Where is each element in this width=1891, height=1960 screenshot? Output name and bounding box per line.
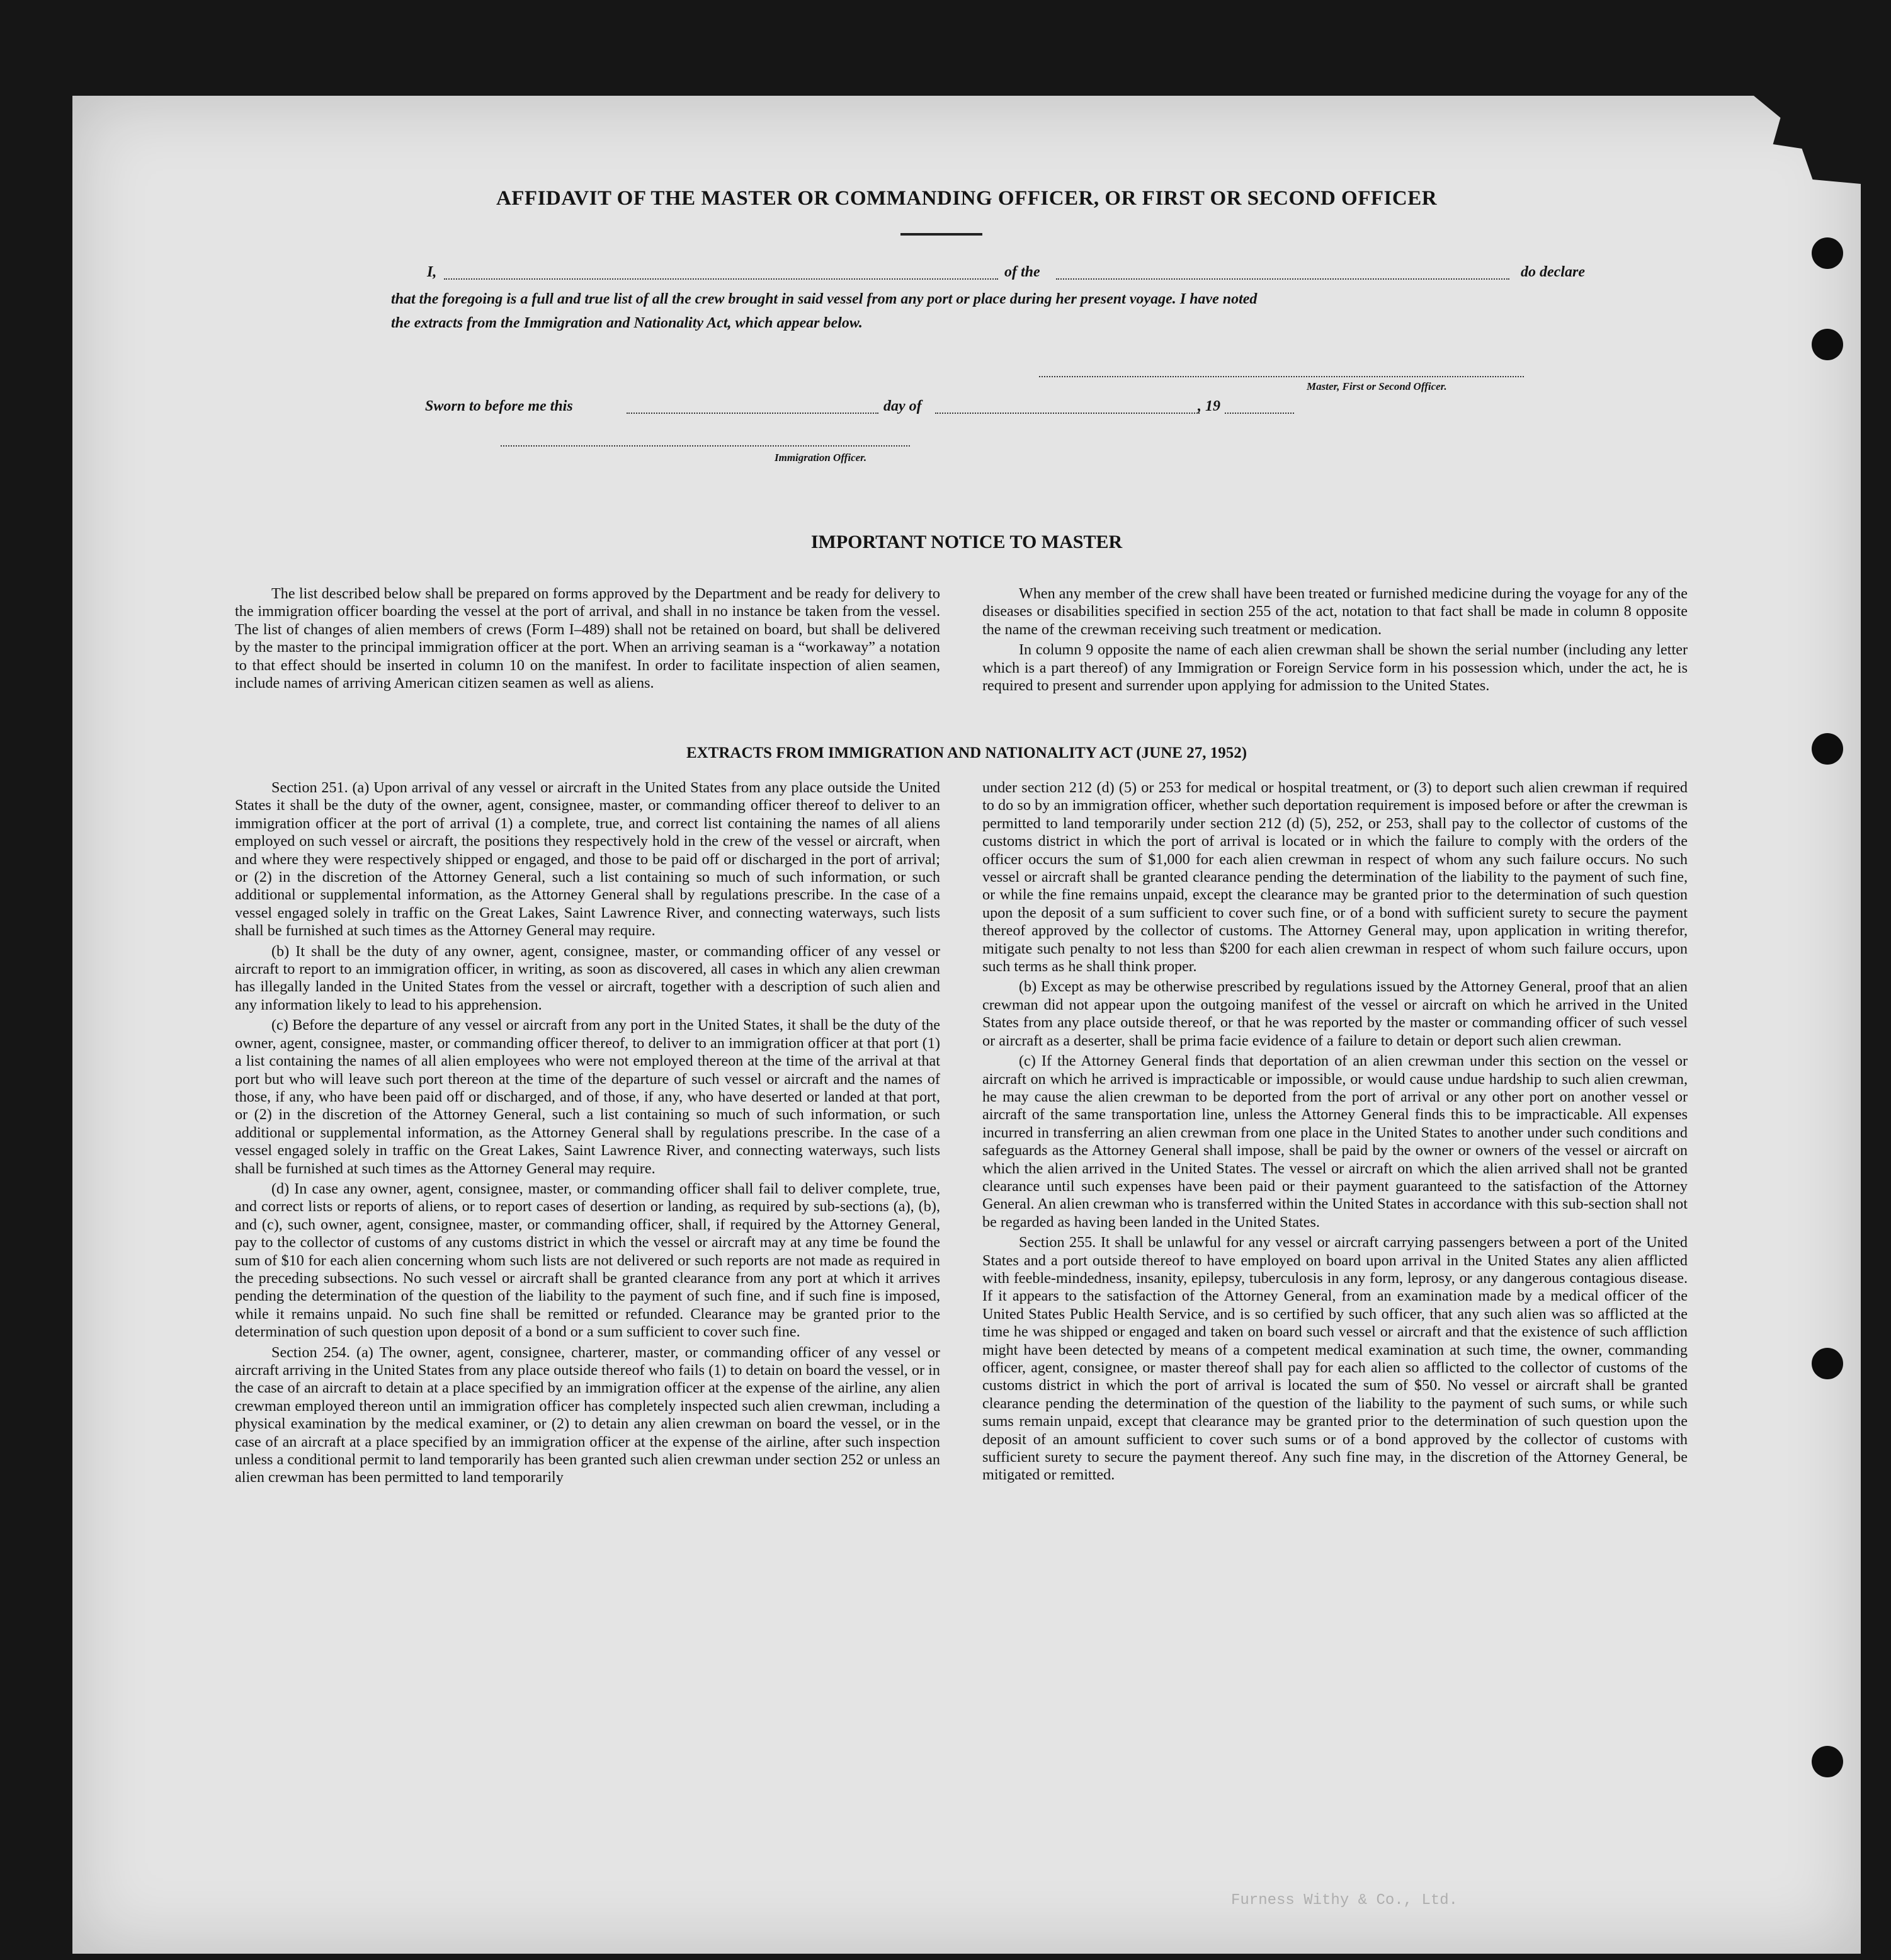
section-254-a: Section 254. (a) The owner, agent, consignee, charterer, master, or commanding officer of any vessel or aircraft arriving in the United States from any place outside thereof who fails (1) to detain on board the vessel, or in the case of an aircraft to detain at a place specified by an immigration officer at the expense of the airline, any alien crewman employed thereon until an immigration officer has completely inspected such alien crewman, including a physical examination by the medical examiner, or (2) to detain any alien crewman on board the vessel, or in the case of an aircraft at a place specified by an immigration officer at the expense of the airline, after such inspection unless a conditional permit to land temporarily has been granted such alien crewman under section 252 or unless an alien crewman has been permitted to land temporarily	[235, 1343, 940, 1486]
sworn-month-field[interactable]	[935, 413, 1200, 414]
statement-line-2: the extracts from the Immigration and Nationality Act, which appear below.	[391, 315, 863, 331]
vessel-field[interactable]	[1056, 278, 1509, 280]
officer-caption: Immigration Officer.	[775, 452, 867, 464]
notice-right-column	[982, 585, 1688, 697]
section-251-b: (b) It shall be the duty of any owner, agent, consignee, master, or commanding officer of any vessel or aircraft to report to an immigration officer, in writing, as soon as discovered, all cases in which any alien crewman has illegally landed in the United States from the vessel or aircraft, together with a description of such alien and any information likely to lead to his apprehension.	[235, 942, 940, 1013]
punch-hole	[1812, 1746, 1843, 1777]
sworn-day-field[interactable]	[627, 413, 878, 414]
master-caption: Master, First or Second Officer.	[1307, 380, 1447, 392]
section-254-c: (c) If the Attorney General finds that deportation of an alien crewman under this section on the vessel or aircraft on which he arrived is impracticable or impossible, or would cause undue hardship to such alien crewman, he may cause the alien crewman to be deported from the port of arrival or any other port on another vessel or aircraft of the same transportation line, unless the Attorney General finds this to be impracticable. All expenses incurred in transferring an alien crewman from one place in the United States to another under such conditions and safeguards as the Attorney General shall impose, shall be paid by the owner or owners of the vessel or aircraft on which the alien arrived in the United States. The vessel or aircraft on which the alien arrived shall not be granted clearance until such expenses have been paid or their payment guaranteed to the satisfaction of the Attorney General. An alien crewman who is transferred within the United States in accordance with this sub-section shall not be regarded as having been landed in the United States.	[982, 1052, 1688, 1231]
punch-hole	[1812, 1348, 1843, 1379]
name-field[interactable]	[444, 278, 998, 280]
declare-label: do declare	[1521, 264, 1585, 280]
of-the-label: of the	[1004, 264, 1040, 280]
section-251-a: Section 251. (a) Upon arrival of any vessel or aircraft in the United States from any place outside the United States it shall be the duty of the owner, agent, consignee, master, or commanding officer thereof to deliver to an immigration officer at the port of arrival (1) a complete, true, and correct list containing the names of all aliens employed on such vessel or aircraft, the positions they respectively hold in the crew of the vessel or aircraft, when and where they were respectively shipped or engaged, and those to be paid off or discharged in the port of arrival; or (2) in the discretion of the Attorney General, such a list containing so much of such information, or such additional or supplemental information, as the Attorney General shall by regulations prescribe. In the case of a vessel engaged solely in traffic on the Great Lakes, Saint Lawrence River, and connecting waterways, such lists shall be furnished at such times as the Attorney General may require.	[235, 779, 940, 940]
punch-hole	[1812, 329, 1843, 360]
affidavit-title: AFFIDAVIT OF THE MASTER OR COMMANDING OFFICER, OR FIRST OR SECOND OFFICER	[496, 187, 1438, 210]
sworn-year-field[interactable]	[1225, 413, 1294, 414]
notice-right-paragraph-1: When any member of the crew shall have been treated or furnished medicine during the voyage for any of the diseases or disabilities specified in section 255 of the act, notation to that fact shall be made in column 8 opposite the name of the crewman receiving such treatment or medication.	[982, 585, 1688, 638]
title-divider	[900, 233, 982, 236]
sworn-label: Sworn to before me this	[425, 398, 573, 414]
bleed-through-text: Furness Withy & Co., Ltd.	[1231, 1892, 1458, 1909]
officer-signature-field[interactable]	[501, 445, 910, 447]
punch-hole	[1812, 237, 1843, 269]
extracts-right-column	[982, 779, 1688, 1487]
master-signature-field[interactable]	[1039, 376, 1524, 377]
section-254-a-continued: under section 212 (d) (5) or 253 for medical or hospital treatment, or (3) to deport such alien crewman if required to do so by an immigration officer, whether such deportation requirement is imposed before or after the crewman is permitted to land temporarily under section 212 (d) (5), 252, or 253, shall pay to the collector of customs of the customs district in which the port of arrival is located or in which the failure to comply with the orders of the officer occurs the sum of $1,000 for each alien crewman in respect of whom any such failure occurs. No such vessel or aircraft shall be granted clearance pending the determination of the liability to the payment of such fine, or while the fine remains unpaid, except the clearance may be granted prior to the determination of such question upon the deposit of a sum sufficient to cover such fine, or of a bond with sufficient surety to secure the payment thereof approved by the collector of customs. The Attorney General may, upon application in writing therefor, mitigate such penalty to not less than $200 for each alien crewman in respect of whom such failure occurs, upon such terms as he shall think proper.	[982, 779, 1688, 976]
notice-right-paragraph-2: In column 9 opposite the name of each alien crewman shall be shown the serial number (including any letter which is a part thereof) of any Immigration or Foreign Service form in his possession which, under the act, he is required to present and surrender upon applying for admission to the United States.	[982, 641, 1688, 695]
notice-left-paragraph: The list described below shall be prepared on forms approved by the Department and be ready for delivery to the immigration officer boarding the vessel at the port of arrival, and shall in no instance be taken from the vessel. The list of changes of alien members of crews (Form I–489) shall not be retained on board, but shall be delivered by the master to the principal immigration officer at the port. When an arriving seaman is a “workaway” a notation to that effect should be inserted in column 10 on the manifest. In order to facilitate inspection of alien seamen, include names of arriving American citizen seamen as well as aliens.	[235, 585, 940, 692]
section-251-d: (d) In case any owner, agent, consignee, master, or commanding officer shall fail to deliver complete, true, and correct lists or reports of aliens, or to report cases of desertion or landing, as required by sub-sections (a), (b), and (c), such owner, agent, consignee, master, or commanding officer, shall, if required by the Attorney General, pay to the collector of customs of any customs district in which the vessel or aircraft may at any time be found the sum of $10 for each alien concerning whom such lists are not delivered or such reports are not made as required in the preceding subsections. No such vessel or aircraft shall be granted clearance from any port at which it arrives pending the determination of the question of the liability to the payment of such fine, and if such fine is imposed, while it remains unpaid. No such fine shall be remitted or refunded. Clearance may be granted prior to the determination of such question upon deposit of a bond or a sum sufficient to cover such fine.	[235, 1180, 940, 1341]
statement-line-1: that the foregoing is a full and true list of all the crew brought in said vessel from any port or place during her present voyage. I have noted	[391, 291, 1258, 307]
section-255: Section 255. It shall be unlawful for any vessel or aircraft carrying passengers between a port of the United States and a port outside thereof to have employed on board upon arrival in the United States any alien afflicted with feeble-mindedness, insanity, epilepsy, tuberculosis in any form, leprosy, or any dangerous contagious disease. If it appears to the satisfaction of the Attorney General, from an examination made by a medical officer of the United States Public Health Service, and is so certified by such officer, that any such alien was so afflicted at the time he was shipped or engaged and taken on board such vessel or aircraft and that the existence of such affliction might have been detected by means of a competent medical examination at such time, the owner, commanding officer, agent, consignee, or master thereof shall pay for each alien so afflicted to the collector of customs of the customs district in which the port of arrival is located the sum of $50. No vessel or aircraft shall be granted clearance pending the determination of the question of the liability to the payment of such sums, or while such sums remain unpaid, except that clearance may be granted prior to the determination of such question upon the deposit of an amount sufficient to cover such sums or of a bond approved by the collector of customs with sufficient surety to secure the payment thereof. Any such fine may, in the discretion of the Attorney General, be mitigated or remitted.	[982, 1234, 1688, 1484]
extracts-title: EXTRACTS FROM IMMIGRATION AND NATIONALITY ACT (JUNE 27, 1952)	[686, 744, 1247, 761]
section-251-c: (c) Before the departure of any vessel or aircraft from any port in the United States, it shall be the duty of the owner, agent, consignee, master, or commanding officer thereof, to deliver to an immigration officer at that port (1) a list containing the names of all alien employees who were not employed thereon at the time of the arrival at that port but who will leave such port thereon at the time of the departure of such vessel or aircraft and the names of those, if any, who have been paid off or discharged, and of those, if any, who have deserted or landed at that port, or (2) in the discretion of the Attorney General, such a list containing so much of such information, or such additional or supplemental information, as the Attorney General shall by regulations prescribe. In the case of a vessel engaged solely in traffic on the Great Lakes, Saint Lawrence River, and connecting waterways, such lists shall be furnished at such times as the Attorney General may require.	[235, 1017, 940, 1177]
i-label: I,	[427, 264, 437, 280]
notice-left-column	[235, 585, 940, 695]
notice-title: IMPORTANT NOTICE TO MASTER	[810, 532, 1123, 552]
extracts-left-column	[235, 779, 940, 1490]
torn-corner	[1754, 96, 1861, 184]
day-of-label: day of	[883, 398, 922, 414]
year-label: , 19	[1198, 398, 1220, 414]
section-254-b: (b) Except as may be otherwise prescribed by regulations issued by the Attorney General, proof that an alien crewman did not appear upon the outgoing manifest of the vessel or aircraft on which he arrived in the United States from any place outside thereof, or that he was reported by the master or commanding officer of such vessel or aircraft as a deserter, shall be prima facie evidence of a failure to detain or deport such alien crewman.	[982, 978, 1688, 1049]
form-page	[72, 96, 1861, 1954]
